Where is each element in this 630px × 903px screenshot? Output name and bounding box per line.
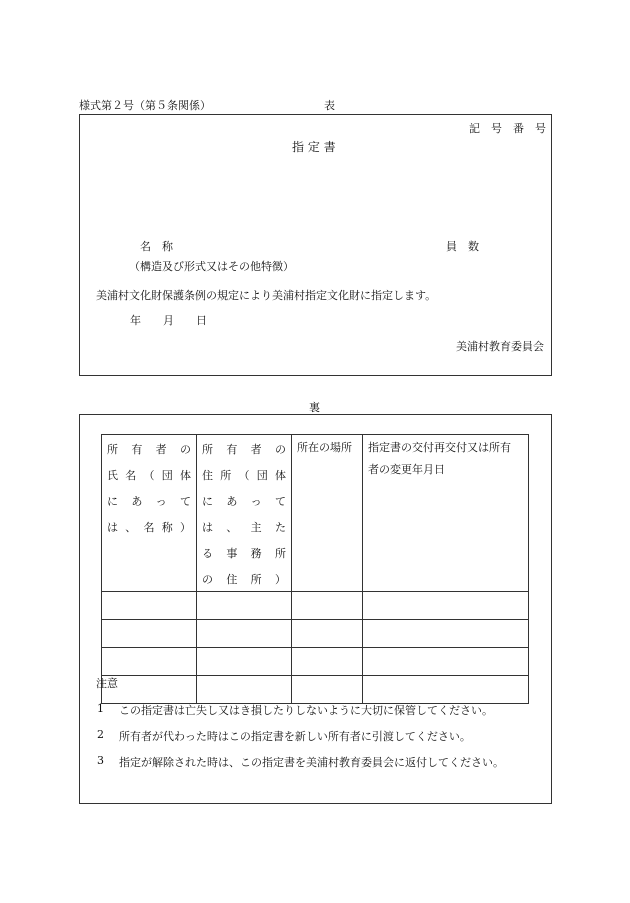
structure-note: （構造及び形式又はその他特徴） bbox=[129, 260, 294, 273]
form-label: 様式第２号（第５条関係） bbox=[79, 99, 211, 112]
header-line: 氏名（団体 bbox=[107, 469, 191, 482]
notes-title: 注意 bbox=[96, 677, 118, 690]
header-line: 者の変更年月日 bbox=[368, 463, 445, 476]
note-text: この指定書は亡失し又はき損したりしないように大切に保管してください。 bbox=[119, 704, 493, 717]
note-number: 2 bbox=[97, 728, 104, 741]
designation-statement: 美浦村文化財保護条例の規定により美浦村指定文化財に指定します。 bbox=[96, 289, 437, 302]
table-cell bbox=[363, 592, 529, 620]
count-label: 員 数 bbox=[446, 240, 479, 253]
date-label: 年 月 日 bbox=[130, 314, 207, 327]
header-line: にあって bbox=[107, 495, 191, 508]
header-line: にあって bbox=[202, 495, 286, 508]
table-cell bbox=[292, 592, 363, 620]
header-line: は、主た bbox=[202, 521, 286, 534]
header-line: 所在の場所 bbox=[297, 441, 352, 454]
table-cell bbox=[197, 592, 292, 620]
note-text: 指定が解除された時は、この指定書を美浦村教育委員会に返付してください。 bbox=[119, 756, 504, 769]
table-cell bbox=[363, 676, 529, 704]
front-side-label: 表 bbox=[324, 99, 335, 112]
note-number: 1 bbox=[97, 702, 104, 715]
table-cell bbox=[197, 620, 292, 648]
note-number: 3 bbox=[97, 754, 104, 767]
back-side-label: 裏 bbox=[309, 401, 320, 414]
table-cell bbox=[197, 676, 292, 704]
record-number-label: 記 号 番 号 bbox=[469, 122, 546, 135]
table-cell bbox=[102, 648, 197, 676]
header-line: は、名称） bbox=[107, 521, 191, 534]
location-header bbox=[292, 435, 363, 592]
change-date-header bbox=[363, 435, 529, 592]
table-header-row bbox=[102, 435, 529, 592]
table-row bbox=[102, 620, 529, 648]
table-cell bbox=[102, 620, 197, 648]
table-row bbox=[102, 648, 529, 676]
header-line: 所有者の bbox=[202, 443, 286, 456]
table-cell bbox=[292, 676, 363, 704]
table-row bbox=[102, 676, 529, 704]
name-label: 名 称 bbox=[140, 240, 173, 253]
owner-name-header bbox=[102, 435, 197, 592]
header-line: 指定書の交付再交付又は所有 bbox=[368, 441, 511, 454]
table-cell bbox=[197, 648, 292, 676]
header-line: 所有者の bbox=[107, 443, 191, 456]
owner-address-header bbox=[197, 435, 292, 592]
table-cell bbox=[363, 620, 529, 648]
certificate-title: 指 定 書 bbox=[292, 140, 336, 154]
note-text: 所有者が代わった時はこの指定書を新しい所有者に引渡してください。 bbox=[119, 730, 471, 743]
header-line: 住所（団体 bbox=[202, 469, 286, 482]
issuer-name: 美浦村教育委員会 bbox=[456, 340, 544, 353]
table-cell bbox=[363, 648, 529, 676]
table-cell bbox=[292, 620, 363, 648]
ownership-history-table bbox=[101, 434, 529, 704]
table-row bbox=[102, 592, 529, 620]
header-line: の住所） bbox=[202, 573, 286, 586]
table-cell bbox=[292, 648, 363, 676]
header-line: る事務所 bbox=[202, 547, 286, 560]
table-cell bbox=[102, 592, 197, 620]
